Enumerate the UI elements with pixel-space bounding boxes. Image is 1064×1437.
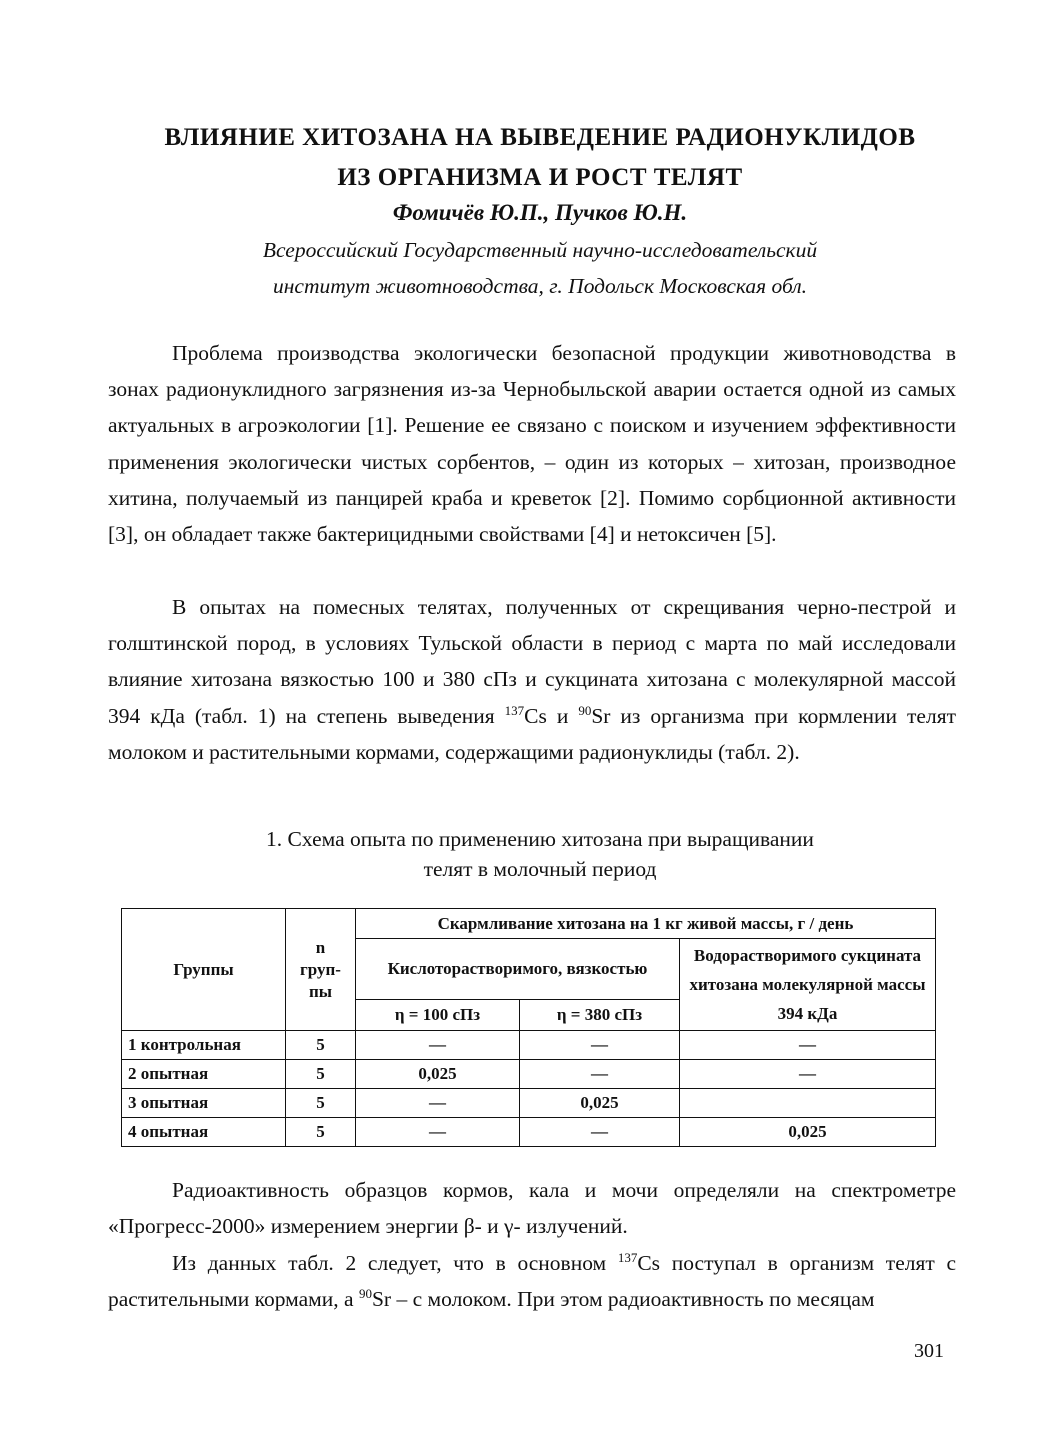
paragraph-2-text-a: В опытах на помесных телятах, полученных от скрещивания черно-пестрой и голштинской пород, в условиях Тульской области в период с марта по май исследовали влияние хитозана вязкостью 100 и 380 сПз и сукцината хитозана с молекулярной массой 394 кДа (табл. 1) на степень выведения xyxy=(108,595,956,728)
table-caption-line-1: 1. Схема опыта по применению хитозана при выращивании xyxy=(266,827,814,851)
header-n: n груп- пы xyxy=(286,909,356,1031)
row-eta100: — xyxy=(356,1031,520,1060)
row-eta380: 0,025 xyxy=(520,1089,680,1118)
row-n: 5 xyxy=(286,1089,356,1118)
table-row xyxy=(122,1118,936,1147)
paper-title xyxy=(100,118,980,198)
paragraph-4-text-c: Sr – с молоком. При этом радиоактивность по месяцам xyxy=(371,1287,875,1312)
isotope-mass-137: 137 xyxy=(504,702,525,718)
paragraph-4 xyxy=(108,1245,956,1317)
row-eta380: — xyxy=(520,1031,680,1060)
row-group: 4 опытная xyxy=(122,1118,286,1147)
paragraph-4-text-a: Из данных табл. 2 следует, что в основном xyxy=(172,1251,618,1275)
title-line-1: ВЛИЯНИЕ ХИТОЗАНА НА ВЫВЕДЕНИЕ РАДИОНУКЛИДОВ xyxy=(164,124,916,151)
table-caption xyxy=(100,824,980,884)
header-eta-100: η = 100 сПз xyxy=(356,1000,520,1031)
row-eta380: — xyxy=(520,1118,680,1147)
table-row xyxy=(122,1060,936,1089)
header-eta-380: η = 380 сПз xyxy=(520,1000,680,1031)
row-n: 5 xyxy=(286,1031,356,1060)
row-n: 5 xyxy=(286,1060,356,1089)
experiment-table xyxy=(121,908,936,1147)
header-feeding: Скармливание хитозана на 1 кг живой массы, г / день xyxy=(356,909,936,939)
row-eta100: 0,025 xyxy=(356,1060,520,1089)
page-number: 301 xyxy=(914,1340,944,1362)
isotope-mass-137: 137 xyxy=(617,1249,638,1265)
header-acid-soluble: Кислоторастворимого, вязкостью xyxy=(356,939,680,1000)
row-eta380: — xyxy=(520,1060,680,1089)
row-n: 5 xyxy=(286,1118,356,1147)
title-line-2: ИЗ ОРГАНИЗМА И РОСТ ТЕЛЯТ xyxy=(337,164,743,191)
table-caption-line-2: телят в молочный период xyxy=(423,857,657,881)
row-succinate: 0,025 xyxy=(680,1118,936,1147)
row-group: 3 опытная xyxy=(122,1089,286,1118)
affiliation-line-2: институт животноводства, г. Подольск Московская обл. xyxy=(273,274,807,298)
row-succinate: — xyxy=(680,1031,936,1060)
affiliation xyxy=(100,232,980,304)
row-group: 1 контрольная xyxy=(122,1031,286,1060)
authors: Фомичёв Ю.П., Пучков Ю.Н. xyxy=(392,200,688,225)
row-eta100: — xyxy=(356,1118,520,1147)
paragraph-2-text-cs: Cs и xyxy=(524,703,579,728)
paragraph-4-text-b: Cs поступал в организм телят с растительными кормами, а xyxy=(108,1251,956,1312)
row-succinate: — xyxy=(680,1060,936,1089)
header-groups: Группы xyxy=(122,909,286,1031)
row-succinate xyxy=(680,1089,936,1118)
header-water-soluble: Водорастворимого сукцината хитозана молекулярной массы 394 кДа xyxy=(680,939,936,1031)
row-eta100: — xyxy=(356,1089,520,1118)
paragraph-2 xyxy=(108,589,956,770)
affiliation-line-1: Всероссийский Государственный научно-исследовательский xyxy=(262,238,818,262)
row-group: 2 опытная xyxy=(122,1060,286,1089)
table-row xyxy=(122,1031,936,1060)
isotope-mass-90: 90 xyxy=(578,702,592,718)
isotope-mass-90: 90 xyxy=(358,1286,372,1302)
paragraph-1: Проблема производства экологически безопасной продукции животноводства в зонах радионуклидного загрязнения из-за Чернобыльской аварии остается одной из самых актуальных в агроэкологии [1]. Решение ее связано с поиском и изучением эффективности применения экологически чистых сорбентов, – один из которых – хитозан, производное хитина, получаемый из панцирей краба и креветок [2]. Помимо сорбционной активности [3], он обладает также бактерицидными свойствами [4] и нетоксичен [5]. xyxy=(108,341,956,547)
table-row xyxy=(122,1089,936,1118)
paragraph-3: Радиоактивность образцов кормов, кала и мочи определяли на спектрометре «Прогресс-2000» измерением энергии β- и γ- излучений. xyxy=(108,1178,956,1239)
paragraph-2-text-b: Sr из организма при кормлении телят молоком и растительными кормами, содержащими радионуклиды (табл. 2). xyxy=(108,703,956,764)
